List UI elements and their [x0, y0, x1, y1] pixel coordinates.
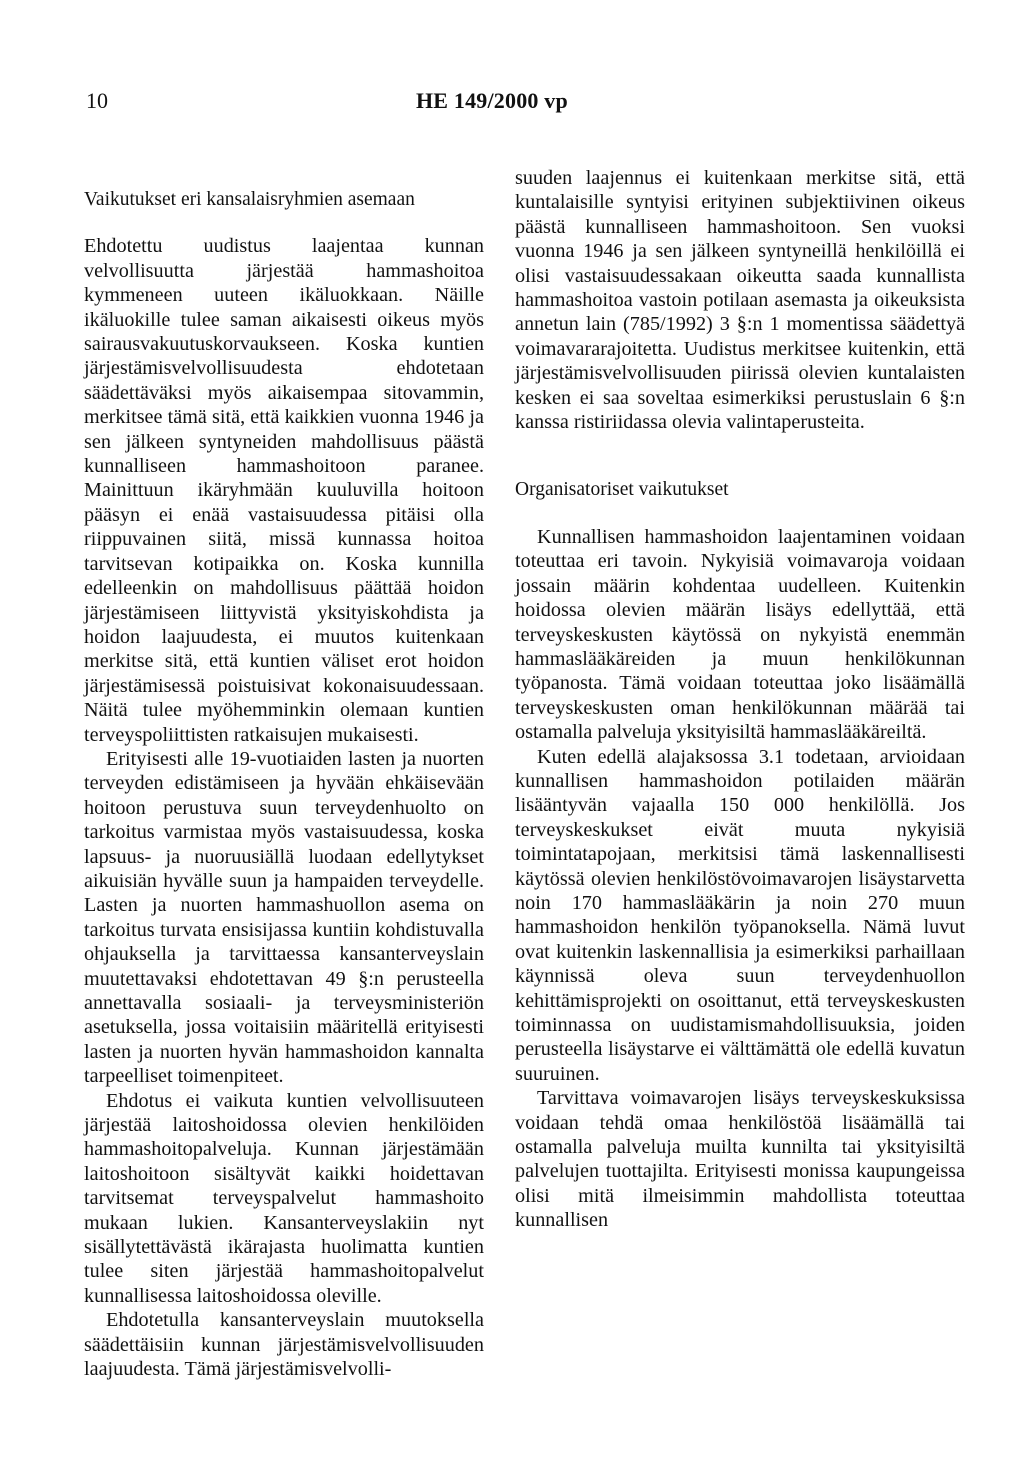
paragraph: Erityisesti alle 19-vuotiaiden lasten ja nuorten terveyden edistämiseen ja hyvään ehkäisevään hoitoon perustuva suun terveydenhuolto on tarkoitus varmistaa myös vastaisuudessa, koska lapsuus- ja nuoruusiällä luodaan edellytykset aikuisiän hyvälle suun ja hampaiden terveydelle. Lasten ja nuorten hammashuollon asema on tarkoitus turvata ensisijassa kuntiin kohdistuvalla ohjauksella ja tarvittaessa kansanterveyslain muutettavaksi ehdotettavan 49 §:n perusteella annettavalla sosiaali- ja terveysministeriön asetuksella, jossa voitaisiin määritellä erityisesti lasten ja nuorten hyvän hammashoidon kannalta tarpeelliset toimenpiteet.	[84, 747, 484, 1088]
page-header	[86, 88, 946, 118]
paragraph: Tarvittava voimavarojen lisäys terveyskeskuksissa voidaan tehdä omaa henkilöstöä lisäämällä tai ostamalla palveluja muilta kunnilta tai yksityisiltä palvelujen tuottajilta. Erityisesti monissa kaupungeissa olisi mitä ilmeisimmin mahdollista toteuttaa kunnallisen	[515, 1087, 965, 1232]
section-heading-citizen-groups: Vaikutukset eri kansalaisryhmien asemaan	[84, 189, 415, 210]
right-column	[515, 166, 965, 1233]
paragraph: Kuten edellä alajaksossa 3.1 todetaan, arvioidaan kunnallisen hammashoidon potilaiden määrän lisääntyvän vajaalla 150 000 henkilöllä. Jos terveyskeskukset eivät muuta nykyisiä toimintatapojaan, merkitsisi tämä laskennallisesti käytössä olevien henkilöstövoimavarojen lisäystarvetta noin 170 hammaslääkärin ja noin 270 muun hammashoidon henkilön työpanoksella. Nämä luvut ovat kuitenkin laskennallisia ja esimerkiksi parhaillaan käynnissä oleva suun terveydenhuollon kehittämisprojekti on osoittanut, että terveyskeskusten toiminnassa on uudistamismahdollisuuksia, joiden perusteella lisäystarve ei välttämättä ole edellä kuvatun suuruinen.	[515, 745, 965, 1085]
document-id: HE 149/2000 vp	[416, 88, 568, 113]
paragraph: Ehdotus ei vaikuta kuntien velvollisuuteen järjestää laitoshoidossa olevien henkilöiden hammashoitopalveluja. Kunnan järjestämään laitoshoitoon sisältyvät kaikki hoidettavan tarvitsemat terveyspalvelut hammashoito mukaan lukien. Kansanterveyslakiin nyt sisällytettävästä ikärajasta huolimatta kuntien tulee siten järjestää hammashoitopalvelut kunnallisessa laitoshoidossa oleville.	[84, 1089, 484, 1307]
paragraph: Ehdotettu uudistus laajentaa kunnan velvollisuutta järjestää hammashoitoa kymmeneen uuteen ikäluokkaan. Näille ikäluokille tulee saman aikaisesti oikeus myös sairausvakuutuskorvaukseen. Koska kuntien järjestämisvelvollisuudesta ehdotetaan säädettäväksi myös aikaisempaa sitovammin, merkitsee tämä sitä, että kaikkien vuonna 1946 ja sen jälkeen syntyneiden mahdollisuus päästä kunnalliseen hammashoitoon paranee. Mainittuun ikäryhmään kuuluvilla hoitoon pääsyn ei enää vastaisuudessa pitäisi olla riippuvainen siitä, missä kunnassa hoitoa tarvitsevan kotipaikka on. Koska kunnilla edelleenkin on mahdollisuus päättää hoidon järjestämiseen liittyvistä yksityiskohdista ja hoidon laajuudesta, ei muutos kuitenkaan merkitse sitä, että kuntien väliset erot hoidon järjestämisessä poistuisivat kokonaisuudessaan. Näitä tulee myöhemminkin olemaan kuntien terveyspoliittisten ratkaisujen mukaisesti.	[84, 235, 484, 746]
paragraph: Kunnallisen hammashoidon laajentaminen voidaan toteuttaa eri tavoin. Nykyisiä voimavaroja voidaan jossain määrin kohdentaa uudelleen. Kuitenkin hoidossa olevien määrän lisäys edellyttää, että terveyskeskusten käytössä on nykyistä enemmän hammaslääkäreiden ja muun henkilökunnan työpanosta. Tämä voidaan toteuttaa joko lisäämällä terveyskeskusten oman henkilökunnan määrää tai ostamalla palveluja yksityisiltä hammaslääkäreiltä.	[515, 525, 965, 744]
section-heading-organizational: Organisatoriset vaikutukset	[515, 479, 729, 501]
paragraph: Ehdotetulla kansanterveyslain muutoksella säädettäisiin kunnan järjestämisvelvollisuuden laajuudesta. Tämä järjestämisvelvolli-	[84, 1309, 484, 1381]
page-number: 10	[86, 88, 108, 113]
paragraph: suuden laajennus ei kuitenkaan merkitse sitä, että kuntalaisille syntyisi erityinen subjektiivinen oikeus päästä kunnalliseen hammashoitoon. Sen vuoksi vuonna 1946 ja sen jälkeen syntyneillä henkilöillä ei olisi vastaisuudessakaan oikeutta saada kunnallista hammashoitoa vastoin potilaan asemasta ja oikeuksista annetun lain (785/1992) 3 §:n 1 momentissa säädettyä voimavararajoitetta. Uudistus merkitsee kuitenkin, että järjestämisvelvollisuuden piirissä olevien kuntalaisten kesken ei saa soveltaa esimerkiksi perustuslain 6 §:n kanssa ristiriidassa olevia valintaperusteita.	[515, 167, 965, 434]
left-column	[84, 166, 484, 1382]
